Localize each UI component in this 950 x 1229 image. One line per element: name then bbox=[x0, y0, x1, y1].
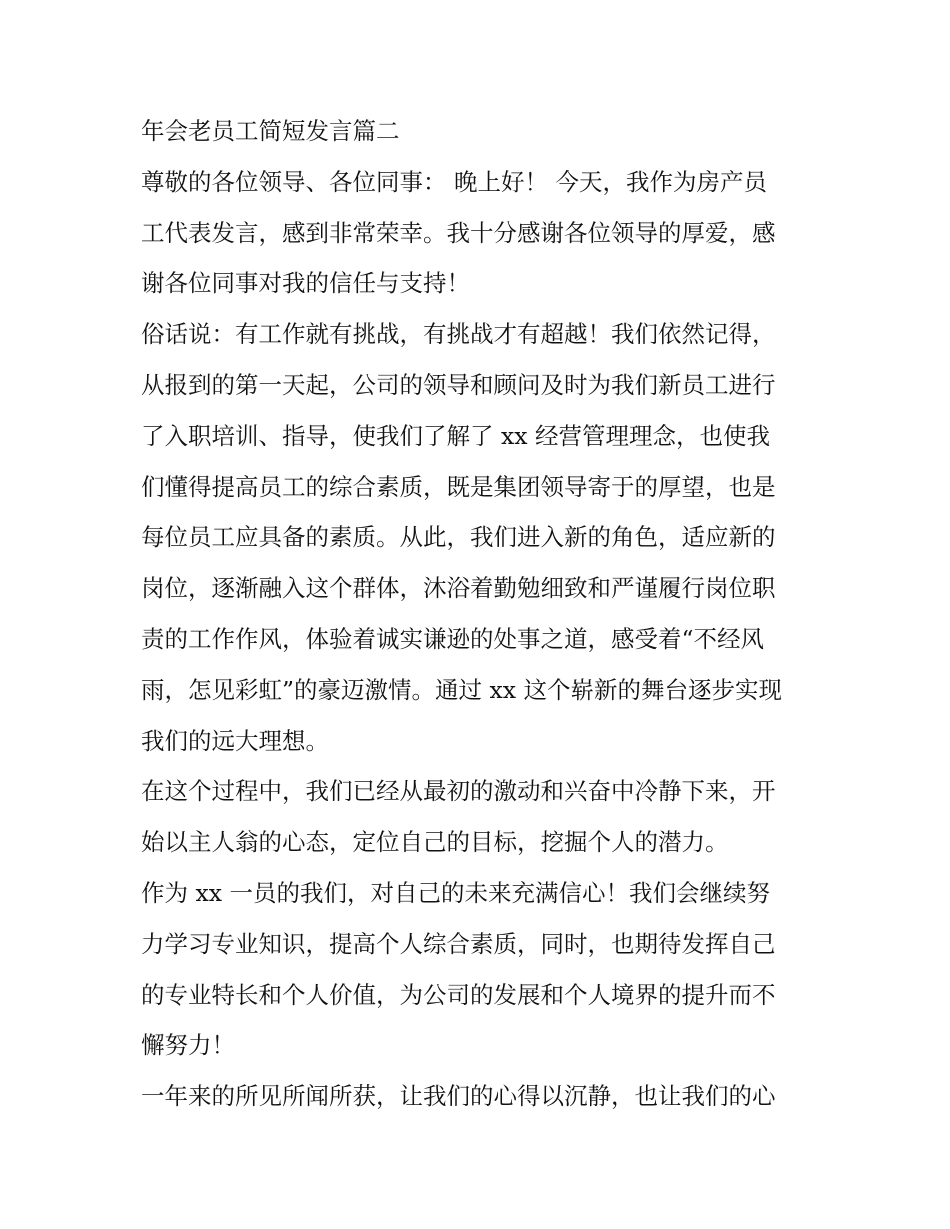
text-line: 在这个过程中，我们已经从最初的激动和兴奋中冷静下来，开 bbox=[141, 777, 776, 806]
text-line: 了入职培训、指导，使我们了解了 xx 经营管理理念，也使我 bbox=[141, 421, 770, 450]
text-line: 岗位，逐渐融入这个群体，沐浴着勤勉细致和严谨履行岗位职 bbox=[141, 574, 776, 603]
text-line: 始以主人翁的心态，定位自己的目标，挖掘个人的潜力。 bbox=[141, 828, 729, 857]
text-line: 雨，怎见彩虹”的豪迈激情。通过 xx 这个崭新的舞台逐步实现 bbox=[141, 675, 782, 704]
text-line: 们懂得提高员工的综合素质，既是集团领导寄于的厚望，也是 bbox=[141, 472, 776, 501]
text-line: 每位员工应具备的素质。从此，我们进入新的角色，适应新的 bbox=[141, 523, 776, 552]
text-line: 尊敬的各位领导、各位同事： 晚上好！ 今天，我作为房产员 bbox=[141, 167, 767, 196]
text-line: 从报到的第一天起，公司的领导和顾问及时为我们新员工进行 bbox=[141, 370, 776, 399]
text-line: 懈努力！ bbox=[141, 1031, 235, 1060]
text-line: 谢各位同事对我的信任与支持！ bbox=[141, 269, 470, 298]
document-title: 年会老员工简短发言篇二 bbox=[141, 117, 400, 145]
text-line: 俗话说：有工作就有挑战，有挑战才有超越！我们依然记得， bbox=[141, 320, 776, 349]
text-line: 的专业特长和个人价值，为公司的发展和个人境界的提升而不 bbox=[141, 980, 776, 1009]
text-line: 工代表发言，感到非常荣幸。我十分感谢各位领导的厚爱，感 bbox=[141, 218, 776, 247]
text-line: 一年来的所见所闻所获，让我们的心得以沉静，也让我们的心 bbox=[141, 1082, 776, 1111]
text-line: 力学习专业知识，提高个人综合素质，同时，也期待发挥自己 bbox=[141, 929, 776, 958]
document-body bbox=[141, 106, 821, 1122]
text-line: 责的工作作风，体验着诚实谦逊的处事之道，感受着“不经风 bbox=[141, 624, 765, 653]
text-line: 我们的远大理想。 bbox=[141, 726, 329, 755]
text-line: 作为 xx 一员的我们，对自己的未来充满信心！我们会继续努 bbox=[141, 878, 770, 907]
